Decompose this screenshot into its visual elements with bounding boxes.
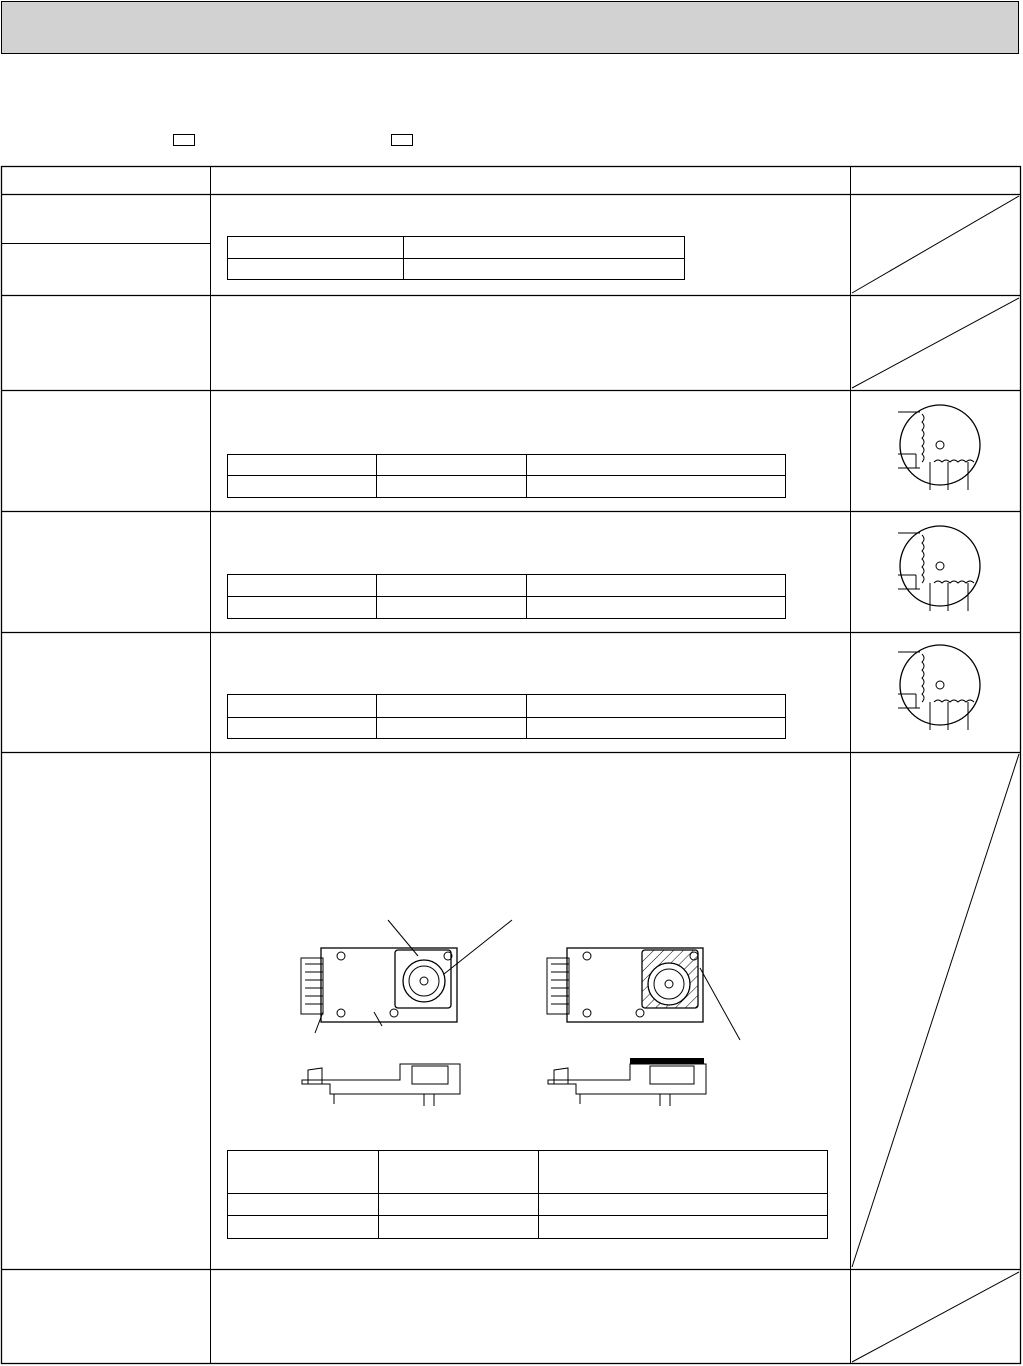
sub-table-1	[227, 236, 685, 280]
sub-table-5	[227, 1150, 828, 1239]
remark-diagonals	[852, 196, 1019, 1362]
sub-table-2	[227, 454, 786, 498]
motor-winding-diagram-icon	[898, 526, 980, 611]
sub-table-3	[227, 574, 786, 619]
table-grid	[1, 166, 1021, 1364]
circuit-board-diagram-icon	[547, 948, 740, 1106]
sub-table-4	[227, 694, 786, 739]
motor-winding-diagram-icon	[898, 405, 980, 490]
motor-winding-diagram-icon	[898, 645, 980, 730]
circuit-board-diagram-icon	[301, 920, 512, 1106]
